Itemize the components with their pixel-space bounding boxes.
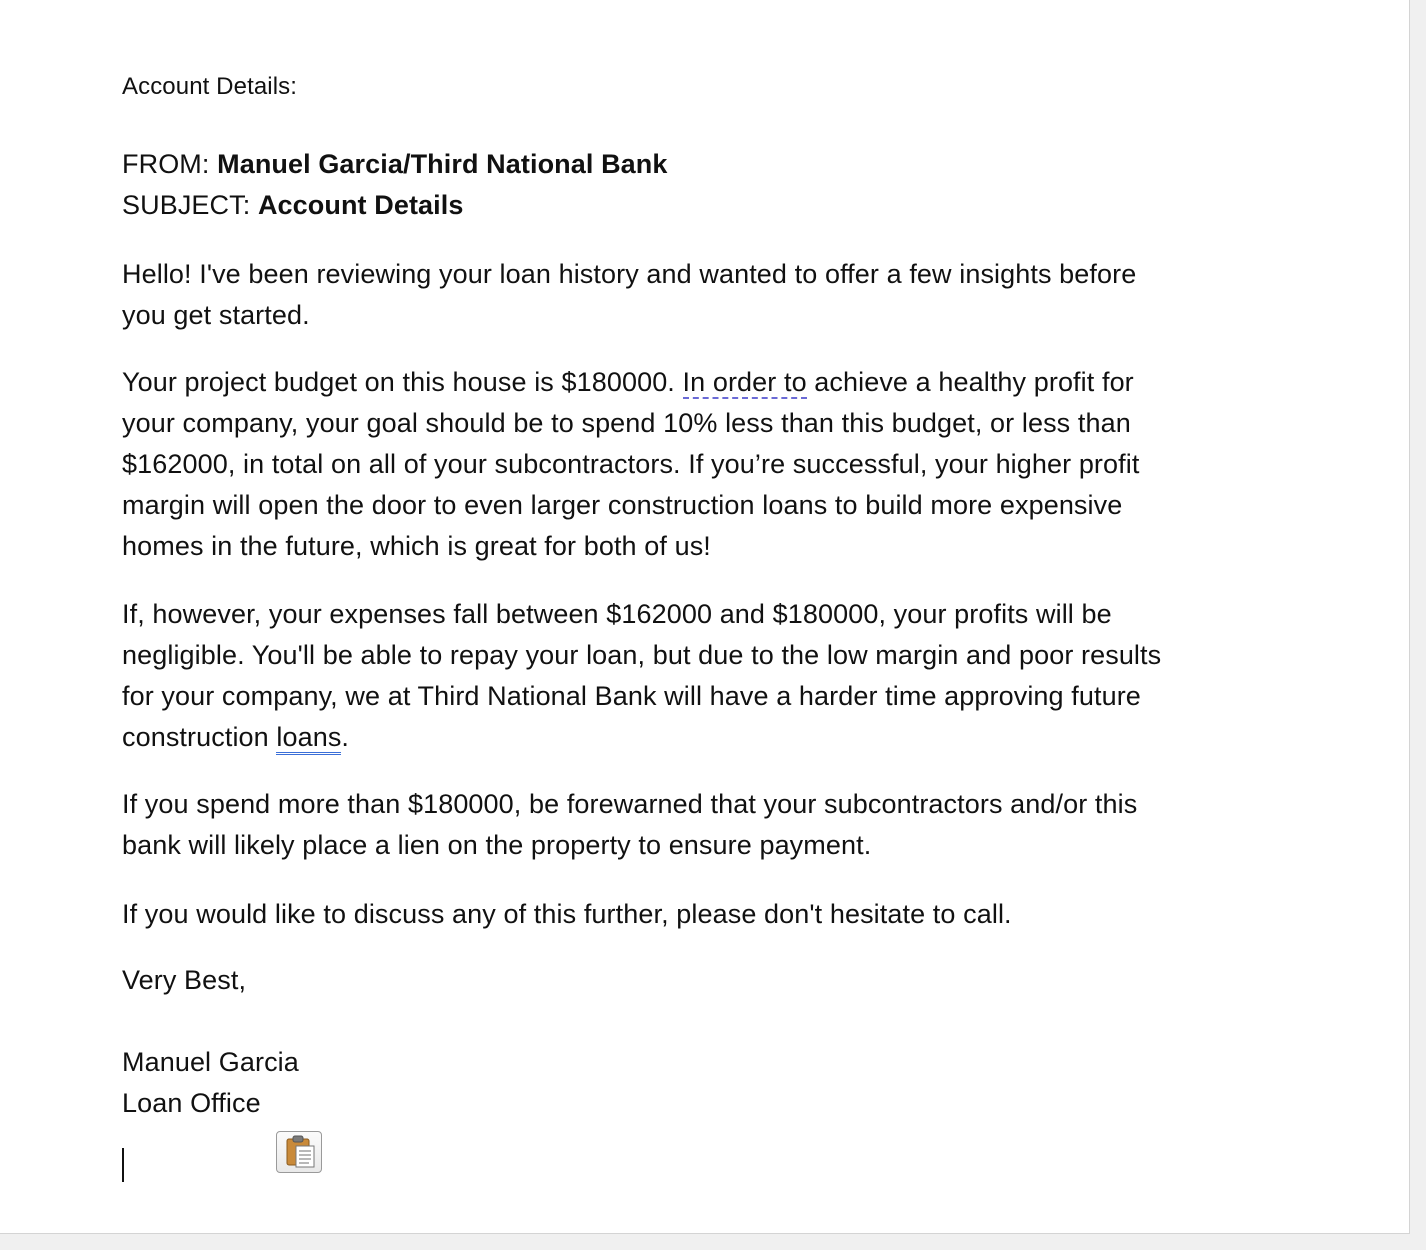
subject-value: Account Details bbox=[257, 190, 464, 220]
paragraph-line: for your company, we at Third National Bank will have a harder time approving future bbox=[122, 681, 1141, 711]
paragraph-line: your company, your goal should be to spend 10% less than this budget, or less than bbox=[122, 408, 1131, 438]
from-label: FROM: bbox=[122, 149, 210, 179]
paragraph-contact: If you would like to discuss any of this further, please don't hesitate to call. bbox=[122, 899, 1012, 929]
paragraph-line: $162000, in total on all of your subcontractors. If you’re successful, your higher profit bbox=[122, 449, 1140, 479]
paragraph-line: bank will likely place a lien on the property to ensure payment. bbox=[122, 830, 872, 860]
signature-name: Manuel Garcia bbox=[122, 1047, 299, 1077]
paragraph-line: Hello! I've been reviewing your loan history and wanted to offer a few insights before bbox=[122, 259, 1137, 289]
closing: Very Best, bbox=[122, 965, 247, 995]
paragraph-line: homes in the future, which is great for both of us! bbox=[122, 531, 711, 561]
paragraph-line: construction loans. bbox=[122, 717, 1161, 758]
signature-title: Loan Office bbox=[122, 1088, 261, 1118]
grammar-flag[interactable]: In order to bbox=[682, 367, 807, 397]
paragraph-line: you get started. bbox=[122, 300, 310, 330]
from-value: Manuel Garcia/Third National Bank bbox=[217, 149, 668, 179]
paragraph-budget bbox=[122, 362, 1139, 567]
paragraph-line: If you spend more than $180000, be forewarned that your subcontractors and/or this bbox=[122, 789, 1138, 819]
paragraph-line: Your project budget on this house is $180000. In order to achieve a healthy profit for bbox=[122, 367, 1134, 397]
from-line bbox=[122, 144, 668, 185]
paragraph-warning bbox=[122, 784, 1137, 866]
paragraph-expenses bbox=[122, 594, 1161, 758]
paragraph-line: margin will open the door to even larger construction loans to build more expensive bbox=[122, 490, 1123, 520]
grammar-flag[interactable]: loans bbox=[276, 722, 341, 755]
doc-heading: Account Details: bbox=[122, 73, 298, 100]
paste-options-button[interactable] bbox=[276, 1131, 322, 1173]
paragraph-line: If, however, your expenses fall between $162000 and $180000, your profits will be bbox=[122, 599, 1112, 629]
subject-line bbox=[122, 185, 463, 226]
paragraph-line: negligible. You'll be able to repay your loan, but due to the low margin and poor results bbox=[122, 640, 1162, 670]
subject-label: SUBJECT: bbox=[122, 190, 251, 220]
text-cursor bbox=[122, 1148, 124, 1182]
clipboard-icon bbox=[283, 1135, 317, 1169]
paragraph-greeting bbox=[122, 254, 1136, 336]
